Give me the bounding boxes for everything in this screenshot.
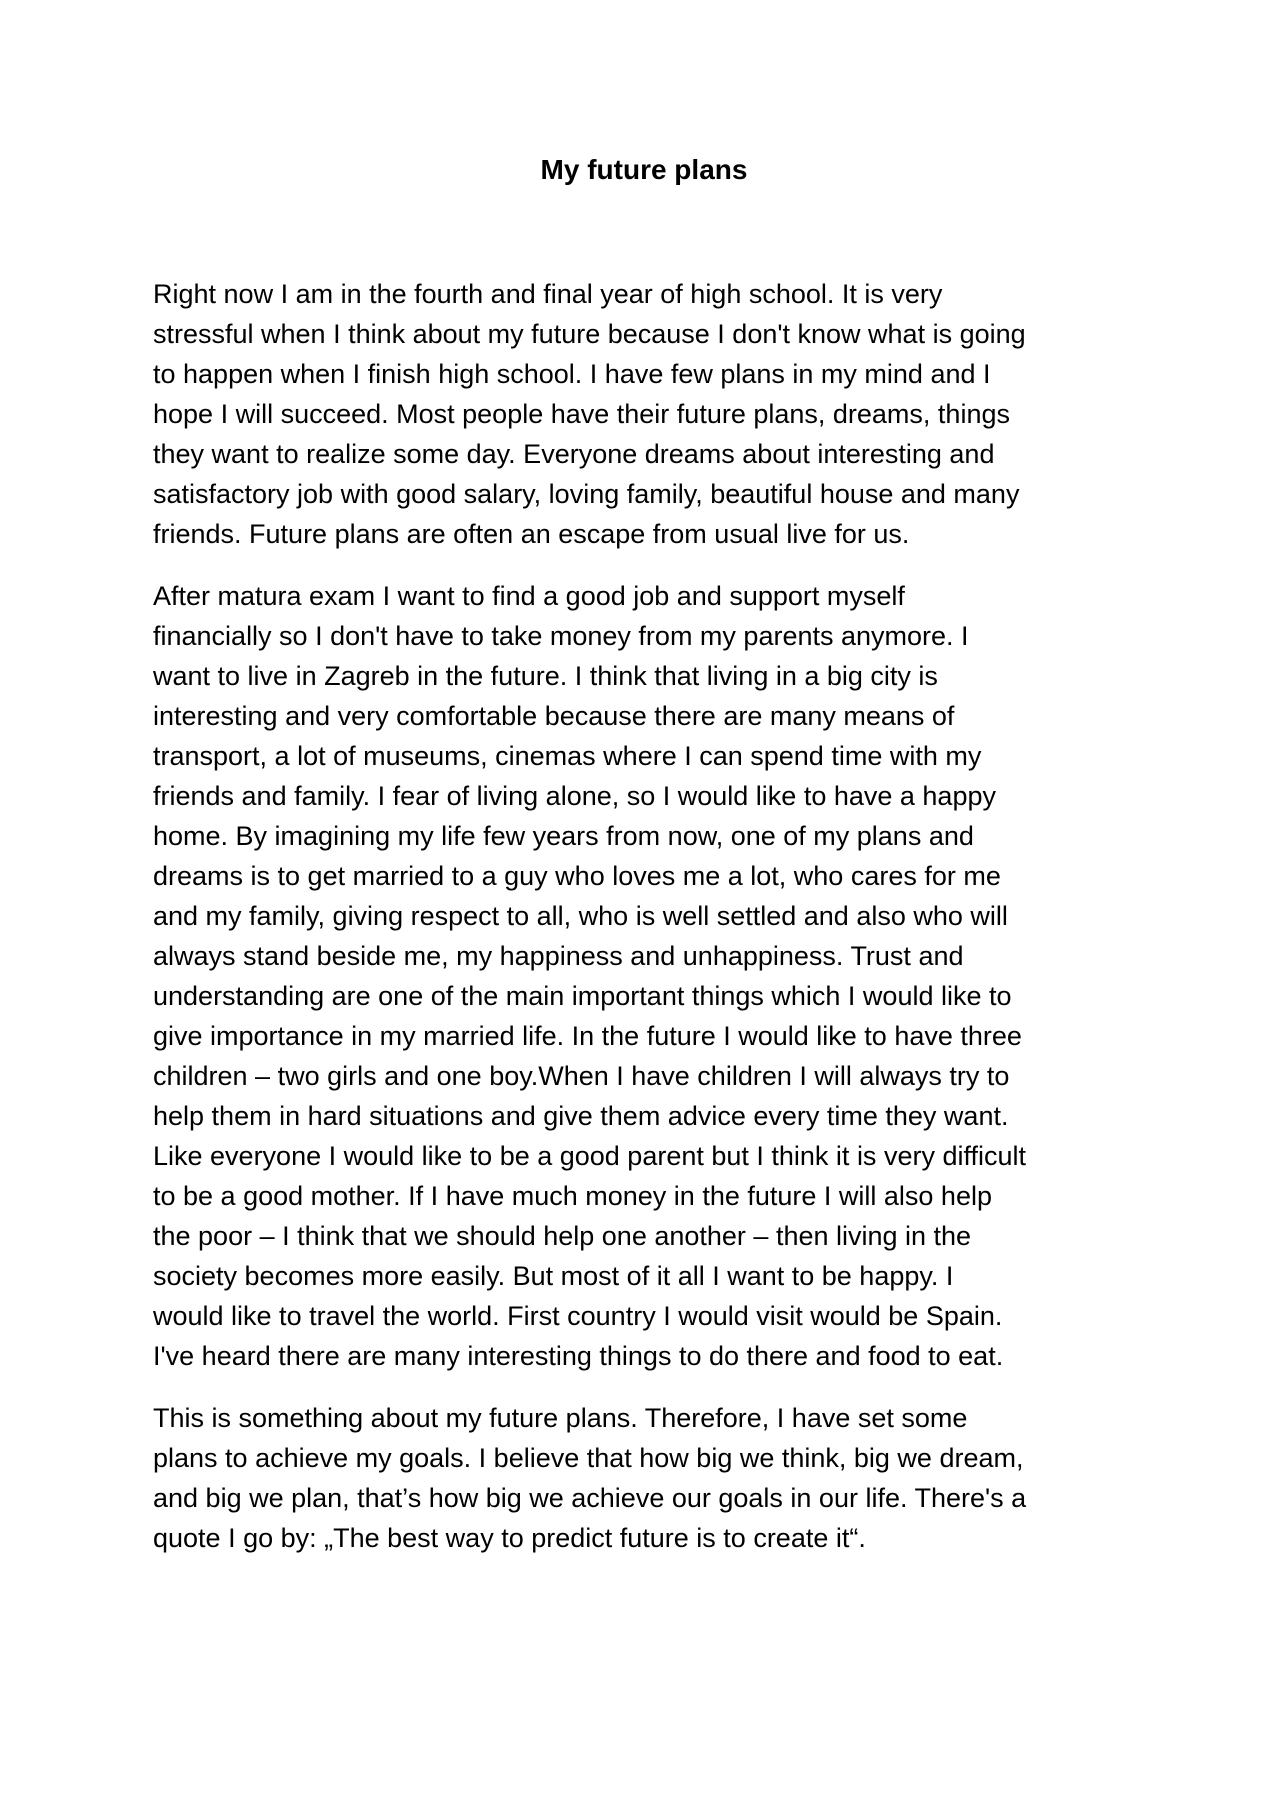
text-line: would like to travel the world. First country I would visit would be Spain. — [153, 1301, 1003, 1331]
text-line: give importance in my married life. In the future I would like to have three — [153, 1021, 1022, 1051]
text-line: friends. Future plans are often an escape from usual live for us. — [153, 519, 910, 549]
text-line: children – two girls and one boy.When I have children I will always try to — [153, 1061, 1010, 1091]
text-line: Like everyone I would like to be a good parent but I think it is very difficult — [153, 1141, 1026, 1171]
text-line: interesting and very comfortable because there are many means of — [153, 701, 955, 731]
paragraph-2 — [153, 576, 1143, 1376]
text-line: Right now I am in the fourth and final year of high school. It is very — [153, 279, 943, 309]
text-line: quote I go by: „The best way to predict future is to create it“. — [153, 1523, 866, 1553]
text-line: always stand beside me, my happiness and unhappiness. Trust and — [153, 941, 964, 971]
text-line: I've heard there are many interesting things to do there and food to eat. — [153, 1341, 1004, 1371]
text-line: After matura exam I want to find a good job and support myself — [153, 581, 905, 611]
paragraph-1 — [153, 274, 1143, 554]
text-line: hope I will succeed. Most people have their future plans, dreams, things — [153, 399, 1010, 429]
text-line: to be a good mother. If I have much money in the future I will also help — [153, 1181, 992, 1211]
document-body — [153, 274, 1143, 1580]
text-line: stressful when I think about my future because I don't know what is going — [153, 319, 1026, 349]
text-line: plans to achieve my goals. I believe that how big we think, big we dream, — [153, 1443, 1024, 1473]
text-line: friends and family. I fear of living alone, so I would like to have a happy — [153, 781, 996, 811]
text-line: transport, a lot of museums, cinemas where I can spend time with my — [153, 741, 982, 771]
text-line: the poor – I think that we should help one another – then living in the — [153, 1221, 972, 1251]
text-line: and big we plan, that’s how big we achieve our goals in our life. There's a — [153, 1483, 1027, 1513]
text-line: help them in hard situations and give them advice every time they want. — [153, 1101, 1009, 1131]
text-line: home. By imagining my life few years from now, one of my plans and — [153, 821, 974, 851]
text-line: they want to realize some day. Everyone dreams about interesting and — [153, 439, 995, 469]
text-line: to happen when I finish high school. I have few plans in my mind and I — [153, 359, 991, 389]
paragraph-3 — [153, 1398, 1143, 1558]
text-line: understanding are one of the main important things which I would like to — [153, 981, 1012, 1011]
text-line: and my family, giving respect to all, who is well settled and also who will — [153, 901, 1008, 931]
document-title: My future plans — [540, 154, 748, 185]
text-line: want to live in Zagreb in the future. I think that living in a big city is — [153, 661, 938, 691]
text-line: This is something about my future plans. Therefore, I have set some — [153, 1403, 968, 1433]
text-line: dreams is to get married to a guy who loves me a lot, who cares for me — [153, 861, 1001, 891]
text-line: society becomes more easily. But most of it all I want to be happy. I — [153, 1261, 954, 1291]
text-line: financially so I don't have to take money from my parents anymore. I — [153, 621, 969, 651]
text-line: satisfactory job with good salary, loving family, beautiful house and many — [153, 479, 1020, 509]
